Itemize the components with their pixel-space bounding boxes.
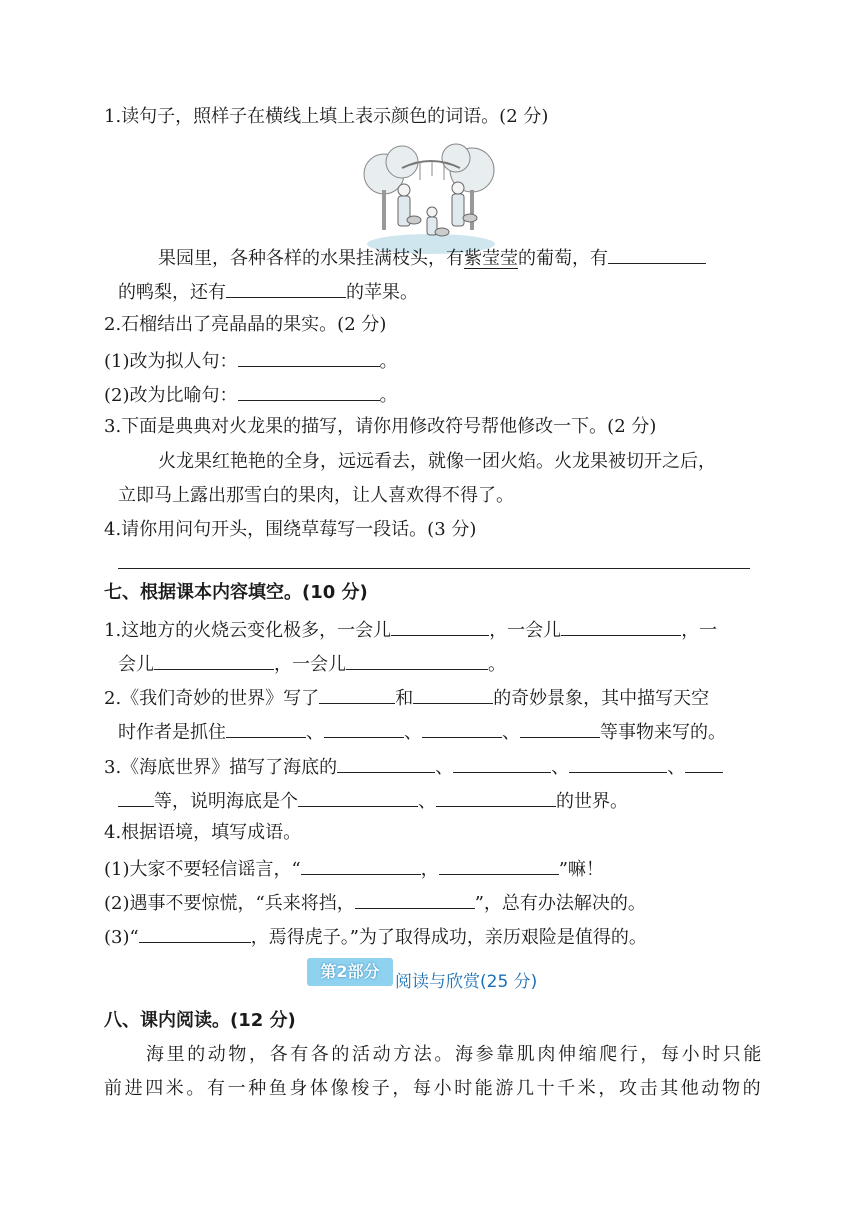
s7-q4-2-blank[interactable]	[355, 888, 475, 909]
s7-q3-text-c: 的世界。	[556, 791, 628, 812]
q1-blank-1[interactable]	[608, 243, 706, 264]
s7-q3-sep: 、	[435, 757, 454, 778]
q2-part1	[104, 346, 398, 375]
s7-q2-text-c: 的奇妙景象，其中描写天空	[493, 688, 710, 709]
s7-q1-line2	[118, 649, 506, 678]
s7-q4-3-blank[interactable]	[139, 922, 251, 943]
q1-blank-2[interactable]	[226, 277, 346, 298]
s7-q2-blank-5[interactable]	[422, 717, 502, 738]
s7-q2-blank-2[interactable]	[413, 683, 493, 704]
s7-q4-3-text-b: ，焉得虎子。”为了取得成功，亲历艰险是值得的。	[250, 927, 647, 948]
s7-q2-line1	[104, 683, 709, 712]
s7-q3-blank-3[interactable]	[569, 752, 667, 773]
s7-q4-2-text-a: (2)遇事不要惊慌，“兵来将挡，	[104, 893, 355, 914]
orchard-family-illustration	[362, 140, 500, 258]
q1-title: 1.读句子，照样子在横线上填上表示颜色的词语。(2 分)	[104, 106, 549, 127]
q3-title: 3.下面是典典对火龙果的描写，请你用修改符号帮他修改一下。(2 分)	[104, 416, 657, 437]
s7-q3-blank-2[interactable]	[453, 752, 551, 773]
q2-part2	[104, 380, 398, 409]
s7-q3-blank-5[interactable]	[298, 786, 418, 807]
s7-q3-text-a: 3.《海底世界》描写了海底的	[104, 757, 338, 778]
s7-q2-blank-6[interactable]	[520, 717, 600, 738]
part2-badge	[307, 958, 393, 986]
q2-title: 2.石榴结出了亮晶晶的果实。(2 分)	[104, 314, 387, 335]
q1-passage-line1	[158, 243, 706, 272]
s7-q2-blank-4[interactable]	[324, 717, 404, 738]
s7-q1-text-b: ，一会儿	[489, 620, 562, 641]
s7-q3-sep: 、	[667, 757, 686, 778]
s7-q3-blank-4a[interactable]	[685, 752, 723, 773]
s7-q1-text-c: ，一	[681, 620, 718, 641]
s7-q3-text-b: 等，说明海底是个	[154, 791, 298, 812]
s7-q2-text-e: 等事物来写的。	[600, 722, 726, 743]
q2-blank-1[interactable]	[238, 346, 380, 367]
q1-passage-line2	[118, 277, 418, 306]
s7-q1-blank-3[interactable]	[154, 649, 274, 670]
part2-title: 阅读与欣赏(25 分)	[395, 972, 538, 992]
s7-q3-sep: 、	[418, 791, 436, 812]
q2-part2-label: (2)改为比喻句：	[104, 385, 238, 406]
q4-answer-line[interactable]	[118, 568, 750, 569]
s7-q4-item1	[104, 854, 604, 883]
q2-part1-label: (1)改为拟人句：	[104, 351, 238, 372]
s7-q1-blank-2[interactable]	[561, 615, 681, 636]
q2-part2-end: 。	[379, 385, 398, 406]
s8-passage-line2: 前进四米。有一种鱼身体像梭子，每小时能游几十千米，攻击其他动物的	[104, 1078, 764, 1099]
q1-passage-a: 果园里，各种各样的水果挂满枝头，有	[158, 248, 464, 269]
s7-q4-1-text-c: ”嘛！	[558, 859, 604, 880]
s7-q2-text-d: 时作者是抓住	[118, 722, 226, 743]
q3-line1: 火龙果红艳艳的全身，远远看去，就像一团火焰。火龙果被切开之后，	[158, 451, 716, 472]
s7-q1-line1	[104, 615, 717, 644]
s7-q4-3-text-a: (3)“	[104, 927, 139, 948]
s7-q4-1-text-a: (1)大家不要轻信谣言，“	[104, 859, 301, 880]
q1-passage-d: 的苹果。	[346, 282, 418, 303]
s7-q2-sep: 、	[502, 722, 520, 743]
q4-title: 4.请你用问句开头，围绕草莓写一段话。(3 分)	[104, 519, 477, 540]
s7-q1-text-a: 1.这地方的火烧云变化极多，一会儿	[104, 620, 392, 641]
s7-q4-2-text-b: ”，总有办法解决的。	[474, 893, 646, 914]
q3-line2: 立即马上露出那雪白的果肉，让人喜欢得不得了。	[118, 485, 514, 506]
s7-q3-blank-1[interactable]	[337, 752, 435, 773]
s7-q2-sep: 、	[404, 722, 422, 743]
section7-title: 七、根据课本内容填空。(10 分)	[104, 582, 368, 603]
s8-passage-line1: 海里的动物，各有各的活动方法。海参靠肌肉伸缩爬行，每小时只能	[146, 1044, 764, 1065]
s7-q2-sep: 、	[306, 722, 324, 743]
section8-title: 八、课内阅读。(12 分)	[104, 1010, 296, 1031]
q1-passage-c: 的鸭梨，还有	[118, 282, 226, 303]
s7-q3-sep: 、	[551, 757, 570, 778]
s7-q4-item2	[104, 888, 646, 917]
s7-q1-blank-1[interactable]	[391, 615, 489, 636]
s7-q2-blank-3[interactable]	[226, 717, 306, 738]
q2-part1-end: 。	[379, 351, 398, 372]
s7-q4-1-text-b: ，	[420, 859, 439, 880]
s7-q4-title: 4.根据语境，填写成语。	[104, 822, 302, 843]
s7-q1-text-f: 。	[488, 654, 506, 675]
s7-q4-1-blank-1[interactable]	[301, 854, 421, 875]
s7-q4-1-blank-2[interactable]	[439, 854, 559, 875]
s7-q4-item3	[104, 922, 647, 951]
s7-q2-text-a: 2.《我们奇妙的世界》写了	[104, 688, 320, 709]
s7-q1-text-d: 会儿	[118, 654, 154, 675]
s7-q2-line2	[118, 717, 726, 746]
s7-q3-blank-6[interactable]	[436, 786, 556, 807]
s7-q2-text-b: 和	[395, 688, 414, 709]
q1-passage-b: 的葡萄，有	[518, 248, 608, 269]
s7-q3-line2	[118, 786, 628, 815]
q2-blank-2[interactable]	[238, 380, 380, 401]
q1-example-word: 紫莹莹	[464, 248, 518, 269]
s7-q1-blank-4[interactable]	[346, 649, 488, 670]
s7-q3-blank-4b[interactable]	[118, 786, 154, 807]
part2-badge-label: 第2部分	[320, 962, 380, 981]
s7-q1-text-e: ，一会儿	[274, 654, 346, 675]
s7-q2-blank-1[interactable]	[319, 683, 395, 704]
s7-q3-line1	[104, 752, 723, 781]
